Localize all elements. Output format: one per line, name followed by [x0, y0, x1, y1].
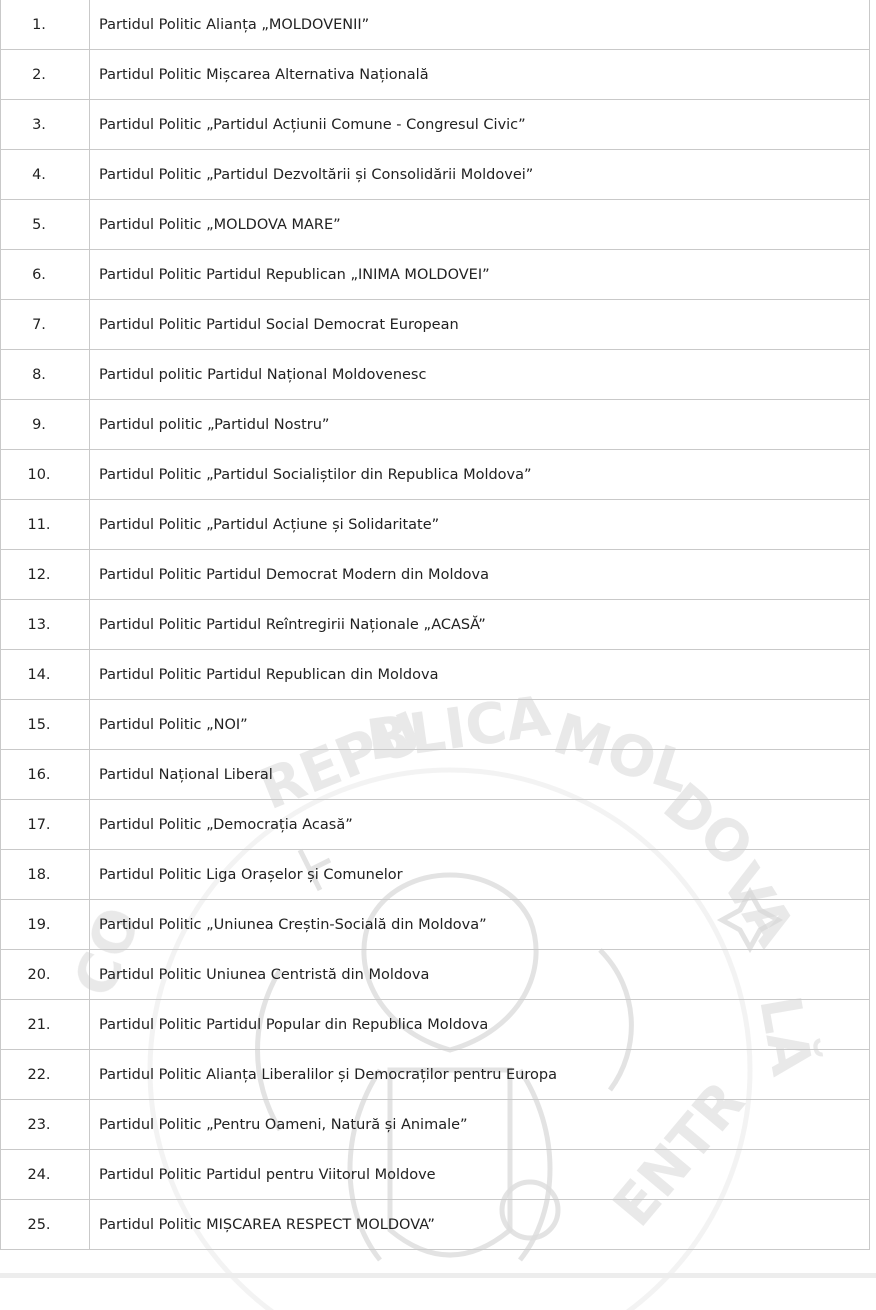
row-number: 7. [1, 300, 90, 350]
table-row [1, 0, 870, 50]
party-name: Partidul Politic Partidul Popular din Republica Moldova [90, 1000, 870, 1050]
row-number: 13. [1, 600, 90, 650]
row-number: 22. [1, 1050, 90, 1100]
party-name: Partidul Politic „Pentru Oameni, Natură și Animale” [90, 1100, 870, 1150]
party-name: Partidul Politic „Partidul Acțiunii Comune - Congresul Civic” [90, 100, 870, 150]
table-row [1, 650, 870, 700]
table-row [1, 400, 870, 450]
table-body [1, 0, 870, 1250]
party-name: Partidul Național Liberal [90, 750, 870, 800]
party-name: Partidul Politic „Partidul Socialiștilor din Republica Moldova” [90, 450, 870, 500]
table-row [1, 150, 870, 200]
table-row [1, 800, 870, 850]
row-number: 2. [1, 50, 90, 100]
table-row [1, 250, 870, 300]
row-number: 6. [1, 250, 90, 300]
svg-text:ENTR: ENTR [600, 1069, 758, 1239]
row-number: 20. [1, 950, 90, 1000]
party-name: Partidul Politic Partidul Democrat Modern din Moldova [90, 550, 870, 600]
row-number: 23. [1, 1100, 90, 1150]
row-number: 21. [1, 1000, 90, 1050]
table-row [1, 600, 870, 650]
row-number: 1. [1, 0, 90, 50]
svg-text:DO: DO [651, 770, 765, 882]
party-name: Partidul Politic Partidul pentru Viitorul Moldove [90, 1150, 870, 1200]
row-number: 25. [1, 1200, 90, 1250]
table-row [1, 550, 870, 600]
row-number: 4. [1, 150, 90, 200]
party-name: Partidul Politic Partidul Social Democrat European [90, 300, 870, 350]
table-row [1, 750, 870, 800]
row-number: 10. [1, 450, 90, 500]
table-row [1, 1050, 870, 1100]
party-name: Partidul Politic „Partidul Dezvoltării și Consolidării Moldovei” [90, 150, 870, 200]
row-number: 5. [1, 200, 90, 250]
party-name: Partidul Politic Partidul Republican „INIMA MOLDOVEI” [90, 250, 870, 300]
row-number: 16. [1, 750, 90, 800]
party-name: Partidul politic Partidul Național Moldovenesc [90, 350, 870, 400]
party-name: Partidul Politic „Democrația Acasă” [90, 800, 870, 850]
party-name: Partidul Politic „Uniunea Creștin-Socială din Moldova” [90, 900, 870, 950]
row-number: 24. [1, 1150, 90, 1200]
row-number: 19. [1, 900, 90, 950]
table-row [1, 700, 870, 750]
party-name: Partidul Politic Partidul Reîntregirii Naționale „ACASĂ” [90, 600, 870, 650]
row-number: 11. [1, 500, 90, 550]
row-number: 9. [1, 400, 90, 450]
svg-text:REPU: REPU [250, 699, 431, 823]
table-row [1, 1150, 870, 1200]
bottom-edge [0, 1273, 876, 1278]
row-number: 18. [1, 850, 90, 900]
svg-text:LĂ: LĂ [746, 991, 824, 1081]
table-row [1, 1200, 870, 1250]
row-number: 15. [1, 700, 90, 750]
party-name: Partidul politic „Partidul Nostru” [90, 400, 870, 450]
party-name: Partidul Politic „Partidul Acțiune și Solidaritate” [90, 500, 870, 550]
table-row [1, 300, 870, 350]
party-name: Partidul Politic MIȘCAREA RESPECT MOLDOVA” [90, 1200, 870, 1250]
party-name: Partidul Politic Alianța Liberalilor și Democraților pentru Europa [90, 1050, 870, 1100]
table-row [1, 200, 870, 250]
party-name: Partidul Politic Uniunea Centristă din Moldova [90, 950, 870, 1000]
table-row [1, 900, 870, 950]
party-name: Partidul Politic Partidul Republican din Moldova [90, 650, 870, 700]
table-row [1, 850, 870, 900]
table-row [1, 950, 870, 1000]
table-row [1, 350, 870, 400]
party-name: Partidul Politic Liga Orașelor și Comunelor [90, 850, 870, 900]
row-number: 17. [1, 800, 90, 850]
row-number: 3. [1, 100, 90, 150]
table-row [1, 1100, 870, 1150]
party-name: Partidul Politic Alianța „MOLDOVENII” [90, 0, 870, 50]
row-number: 14. [1, 650, 90, 700]
table-row [1, 50, 870, 100]
party-name: Partidul Politic „MOLDOVA MARE” [90, 200, 870, 250]
row-number: 8. [1, 350, 90, 400]
party-name: Partidul Politic Mișcarea Alternativa Națională [90, 50, 870, 100]
table-row [1, 100, 870, 150]
party-name: Partidul Politic „NOI” [90, 700, 870, 750]
table-row [1, 1000, 870, 1050]
table-row [1, 450, 870, 500]
row-number: 12. [1, 550, 90, 600]
svg-text:VA: VA [708, 852, 808, 958]
table-row [1, 500, 870, 550]
svg-text:CO: CO [62, 899, 154, 1005]
svg-text:MOL: MOL [545, 701, 698, 807]
svg-text:BLICA: BLICA [362, 683, 554, 774]
